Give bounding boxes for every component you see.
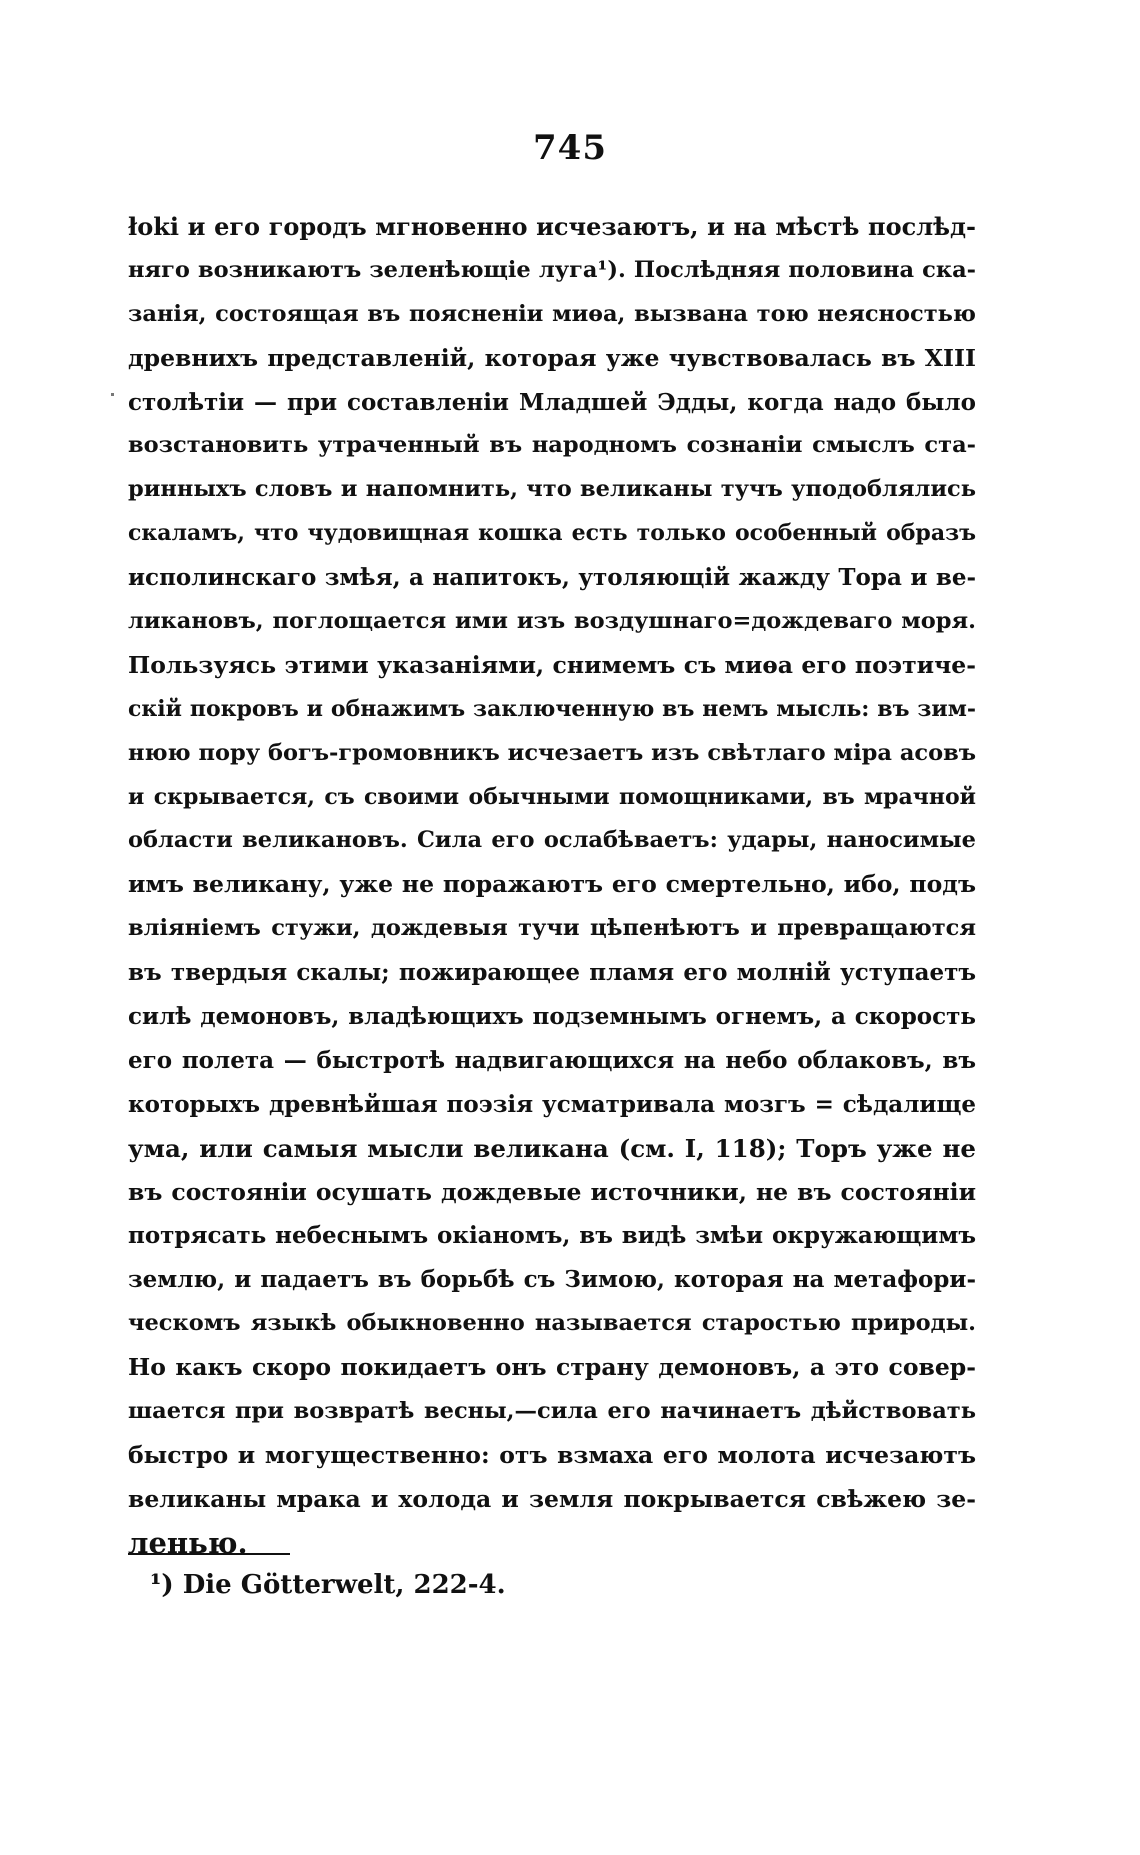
- text-line: ума, или самыя мысли великана (см. I, 118); Торъ уже не: [128, 1133, 976, 1163]
- text-line: быстро и могущественно: отъ взмаха его молота исчезаютъ: [128, 1440, 976, 1469]
- text-line: землю, и падаетъ въ борьбѣ съ Зимою, которая на метафори-: [128, 1266, 976, 1294]
- text-line: возстановить утраченный въ народномъ сознаніи смыслъ ста-: [128, 432, 976, 459]
- text-line: няго возникаютъ зеленѣющіе луга¹). Послѣдняя половина ска-: [128, 256, 976, 283]
- text-line: столѣтіи — при составленіи Младшей Эдды, когда надо было: [128, 388, 976, 416]
- text-line: ликановъ, поглощается ими изъ воздушнаго=дождеваго моря.: [128, 608, 976, 635]
- text-line: его полета — быстротѣ надвигающихся на небо облаковъ, въ: [128, 1046, 976, 1074]
- text-line: въ твердыя скалы; пожирающее пламя его молній уступаетъ: [128, 959, 976, 987]
- text-line: ринныхъ словъ и напомнить, что великаны тучъ уподоблялись: [128, 476, 976, 503]
- footnote: ¹) Die Götterwelt, 222-4.: [150, 1570, 506, 1600]
- body-text: [128, 205, 976, 1566]
- text-line: имъ великану, уже не поражаютъ его смертельно, ибо, подъ: [128, 870, 976, 899]
- text-line: ческомъ языкѣ обыкновенно называется старостью природы.: [128, 1310, 976, 1337]
- text-line: въ состояніи осушать дождевые источники, не въ состояніи: [128, 1177, 976, 1206]
- text-line: занія, состоящая въ поясненіи миѳа, вызвана тою неясностью: [128, 300, 976, 327]
- text-line: Пользуясь этими указаніями, снимемъ съ миѳа его поэтиче-: [128, 650, 976, 679]
- margin-speck: [111, 393, 114, 396]
- text-line: силѣ демоновъ, владѣющихъ подземнымъ огнемъ, а скорость: [128, 1003, 976, 1031]
- text-line: шается при возвратѣ весны,—сила его начинаетъ дѣйствовать: [128, 1398, 976, 1425]
- text-line: древнихъ представленій, которая уже чувствовалась въ XIII: [128, 343, 976, 372]
- text-line: великаны мрака и холода и земля покрывается свѣжею зе-: [128, 1484, 976, 1513]
- page-number: 745: [533, 128, 607, 168]
- text-line: области великановъ. Сила его ослабѣваетъ: удары, наносимые: [128, 827, 976, 854]
- text-line: которыхъ древнѣйшая поэзія усматривала мозгъ = сѣдалище: [128, 1090, 976, 1118]
- text-line: потрясать небеснымъ окіаномъ, въ видѣ змѣи окружающимъ: [128, 1222, 976, 1250]
- text-line: нюю пору богъ-громовникъ исчезаетъ изъ свѣтлаго міра асовъ: [128, 739, 976, 766]
- text-line: скаламъ, что чудовищная кошка есть только особенный образъ: [128, 520, 976, 547]
- text-line: Но какъ скоро покидаетъ онъ страну демоновъ, а это совер-: [128, 1353, 976, 1382]
- text-line: скій покровъ и обнажимъ заключенную въ немъ мысль: въ зим-: [128, 695, 976, 722]
- footnote-divider: [128, 1553, 290, 1555]
- text-line: łoki и его городъ мгновенно исчезаютъ, и на мѣстѣ послѣд-: [128, 212, 976, 241]
- text-line: и скрывается, съ своими обычными помощниками, въ мрачной: [128, 783, 976, 810]
- text-line: вліяніемъ стужи, дождевыя тучи цѣпенѣютъ и превращаются: [128, 915, 976, 942]
- text-line-last: ленью.: [128, 1525, 248, 1560]
- text-line: исполинскаго змѣя, а напитокъ, утоляющій жажду Тора и ве-: [128, 564, 976, 592]
